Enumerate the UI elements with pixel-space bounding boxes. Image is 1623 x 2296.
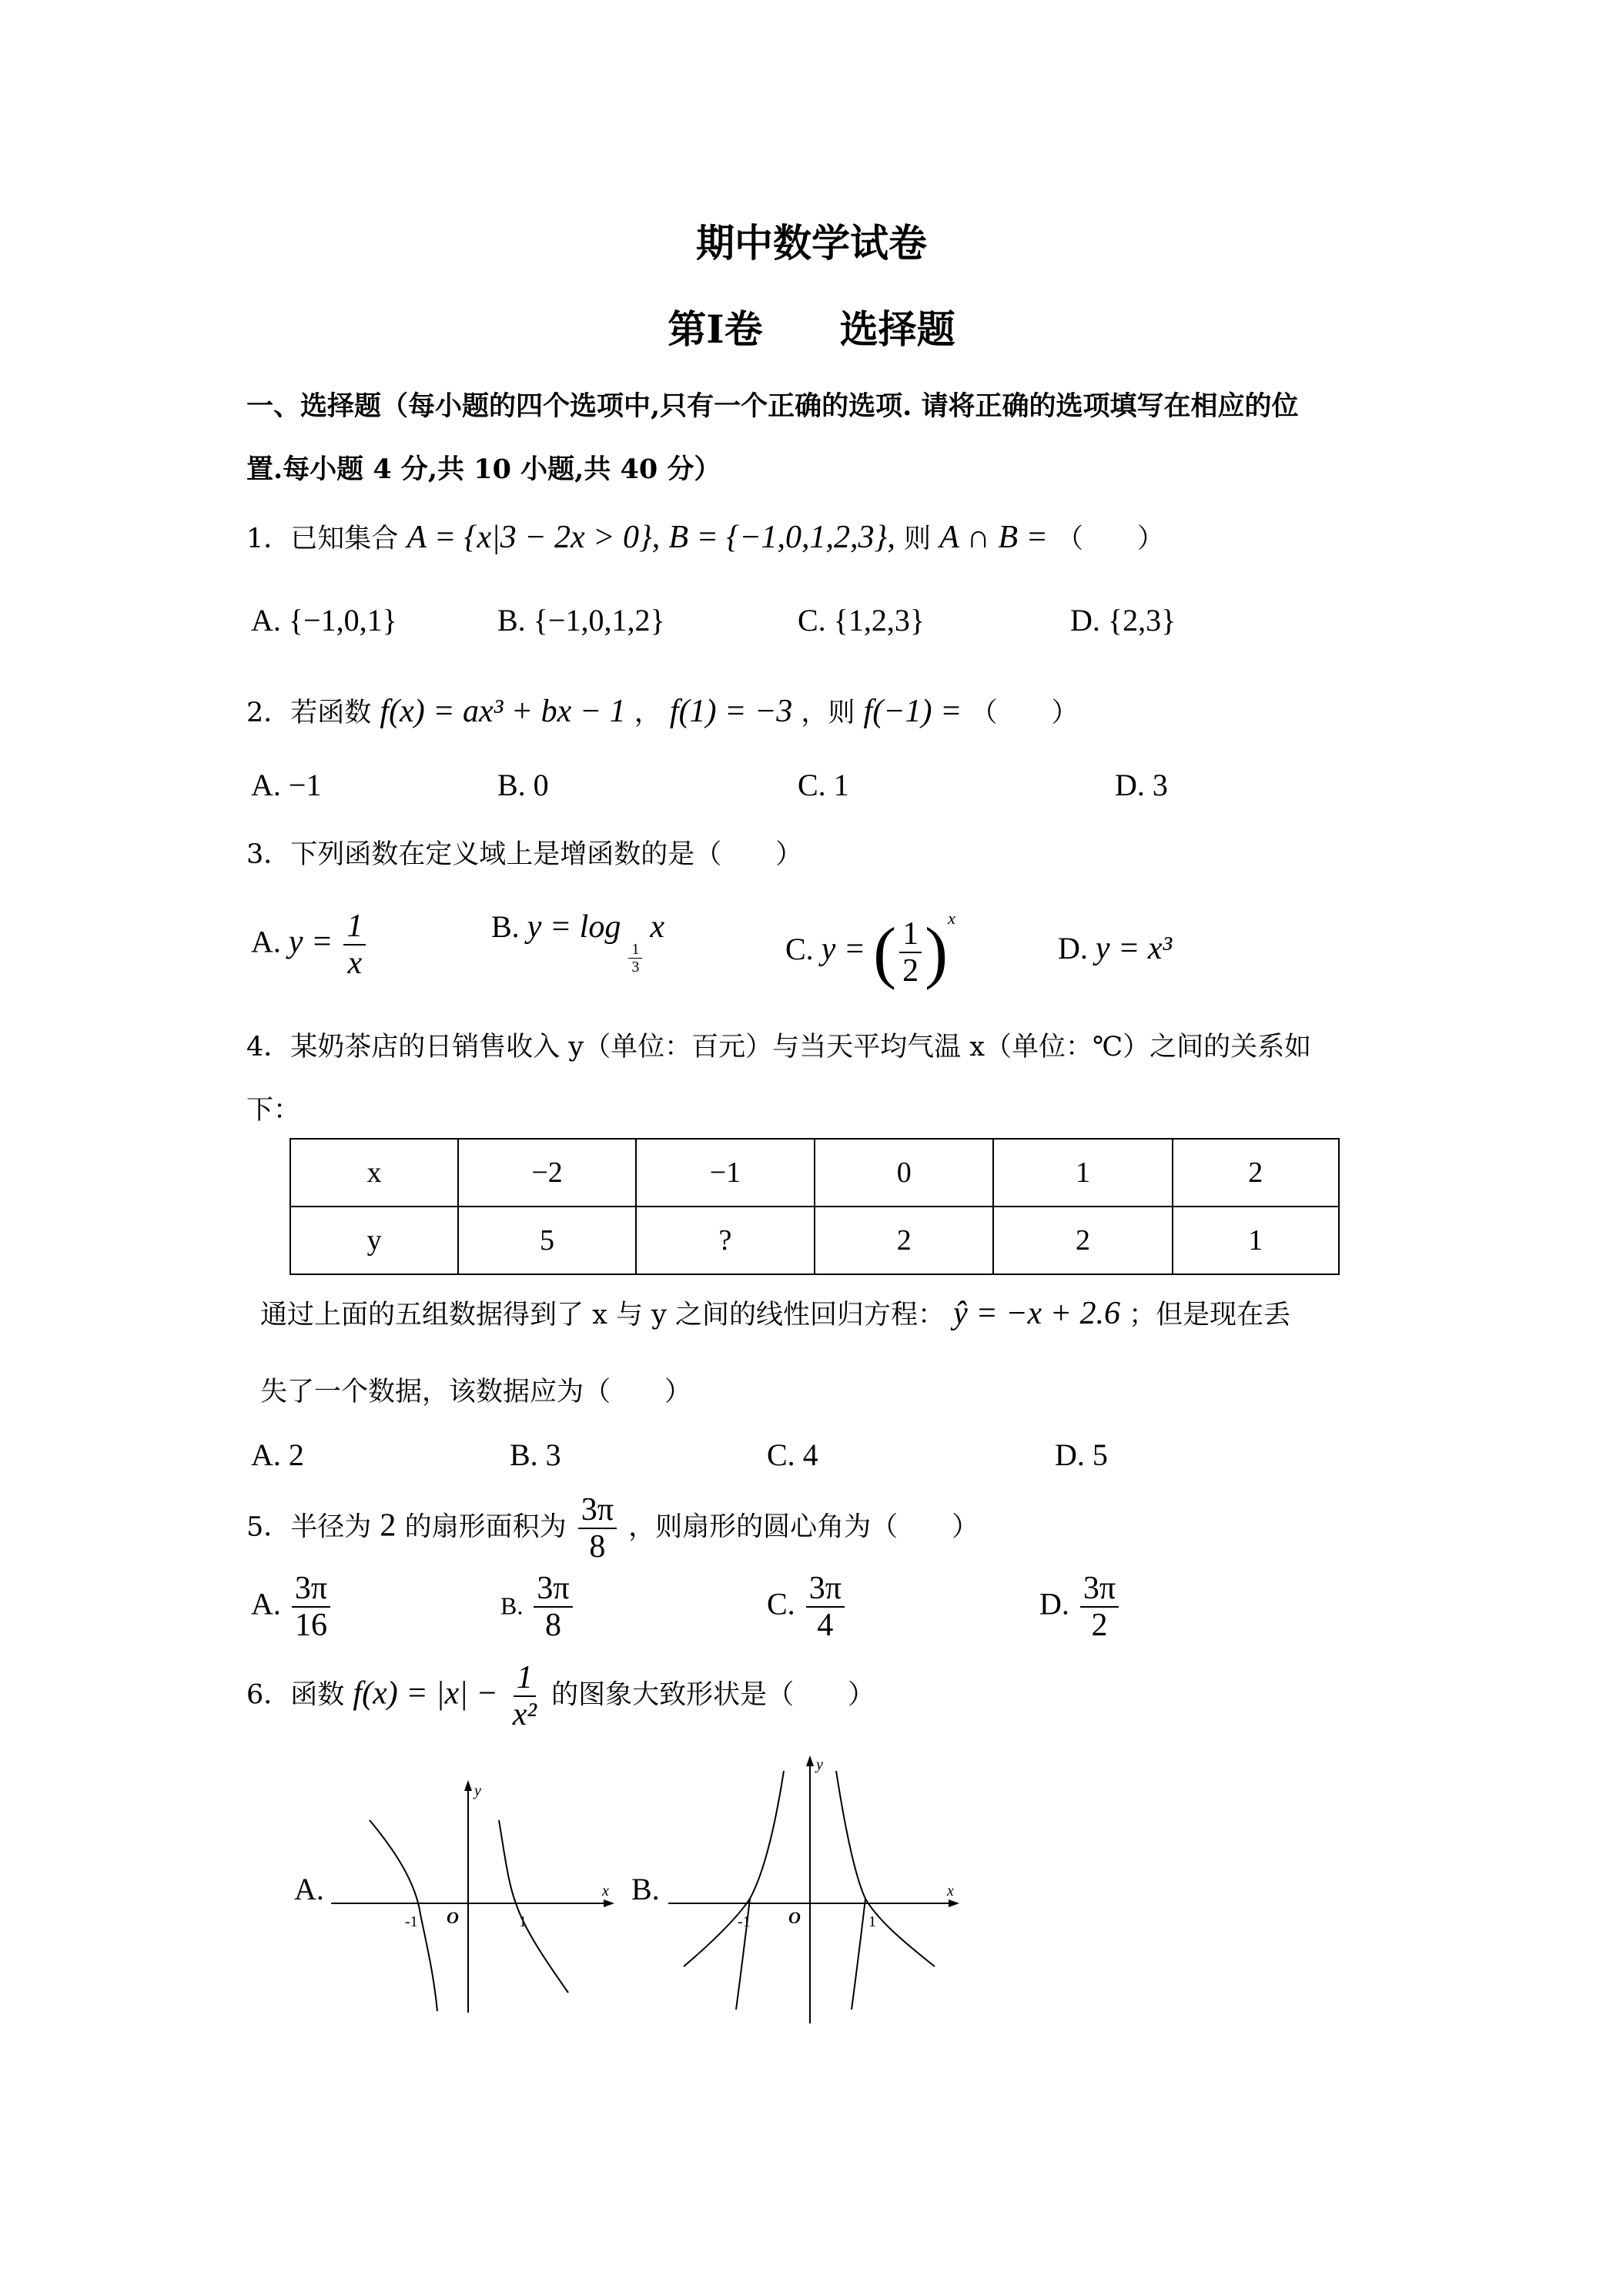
q2-sep1: ， (634, 698, 661, 728)
q4-option-b: B. 3 (510, 1438, 561, 1472)
q1-set-a: A = {x|3 − 2x > 0}, (407, 520, 661, 555)
origin-label: O (447, 1908, 459, 1927)
q1-expression: A ∩ B = (939, 520, 1048, 555)
q2-function: f(x) = ax³ + bx − 1 (380, 694, 626, 729)
q1-set-b: B = {−1,0,1,2,3}, (668, 520, 895, 555)
x-axis-label: x (602, 1883, 609, 1899)
q1-then: 则 (903, 524, 931, 554)
q2-option-a: A. −1 (251, 768, 322, 802)
q5-option-a: A. $\frac{3\pi}{16}$ (251, 1571, 333, 1643)
y-axis-label: y (816, 1756, 823, 1773)
q6-graph-b (661, 1748, 969, 2027)
tick-neg-label: -1 (738, 1913, 751, 1930)
q4-option-d: D. 5 (1055, 1438, 1108, 1472)
section-heading-line1: 一、选择题（每小题的四个选项中,只有一个正确的选项. 请将正确的选项填写在相应的位 (246, 390, 1299, 422)
curve-left (370, 1820, 437, 2011)
q5-option-d: D. $\frac{3\pi}{2}$ (1039, 1571, 1122, 1643)
page-title: 期中数学试卷 (696, 220, 927, 266)
section-heading-line2: 置.每小题 4 分,共 10 小题,共 40 分） (246, 454, 721, 485)
q1-number: 1．已知集合 (246, 524, 399, 554)
q2-paren: （ ） (970, 698, 1079, 728)
q4-regression-equation: ŷ = −x + 2.6 (953, 1296, 1120, 1331)
x-axis-label: x (947, 1883, 954, 1899)
q4-data-table (289, 1138, 1340, 1275)
x-axis-arrow-icon (949, 1899, 959, 1907)
q4-option-a: A. 2 (251, 1438, 304, 1472)
q3-option-d: D. y = x³ (1058, 931, 1173, 966)
question-6: 6．函数 f(x) = |x| − $\frac{1}{\text{x²}}$ 的图象大致形状是（ ） (246, 1660, 875, 1733)
x-axis-arrow-icon (604, 1899, 614, 1907)
q2-ask: f(−1) = (863, 694, 962, 729)
q4-option-c: C. 4 (767, 1438, 818, 1472)
y-axis-arrow-icon (464, 1780, 472, 1791)
table-row: y 5 ? 2 2 1 (290, 1207, 1339, 1274)
question-4-line1: 4．某奶茶店的日销售收入 y（单位：百元）与当天平均气温 x（单位：℃）之间的关系如 (246, 1032, 1312, 1063)
origin-label: O (788, 1908, 801, 1927)
question-1 (246, 517, 1164, 556)
q2-condition: f(1) = −3 (669, 694, 793, 729)
curve-right-lower (852, 1899, 865, 2010)
q1-paren: （ ） (1056, 524, 1165, 554)
q2-option-c: C. 1 (798, 768, 849, 802)
q2-option-b: B. 0 (497, 768, 549, 802)
q1-option-c: C. {1,2,3} (798, 603, 925, 638)
q6-graph-a-label: A. (294, 1872, 324, 1906)
q3-option-b: B. y = log $\frac{1}{3}$ x (491, 909, 664, 976)
y-axis-arrow-icon (806, 1755, 814, 1766)
q1-option-a: A. {−1,0,1} (251, 603, 397, 638)
question-4-line2: 下： (246, 1095, 301, 1126)
tick-neg-label: -1 (405, 1913, 418, 1930)
curve-right (836, 1771, 935, 1966)
q5-option-b: B. $\frac{3\pi}{8}$ (500, 1571, 576, 1643)
curve-left (684, 1771, 784, 1966)
question-3: 3．下列函数在定义域上是增函数的是（ ） (246, 839, 803, 870)
tick-pos-label: 1 (868, 1913, 876, 1930)
q2-number: 2．若函数 (246, 698, 372, 728)
q6-graph-b-label: B. (631, 1872, 660, 1906)
q3-option-c: C. y = ( $\frac{1}{2}$ )$^x$ (785, 909, 955, 991)
question-5: 5．半径为 2 的扇形面积为 $\frac{3\pi}{8}$ ，则扇形的圆心角为（ ） (246, 1492, 979, 1565)
q5-option-c: C. $\frac{3\pi}{4}$ (767, 1571, 848, 1643)
q3-option-a: A. y = $\frac{1}{x}$ (251, 909, 369, 981)
q6-graph-a (323, 1768, 631, 2016)
q1-option-b: B. {−1,0,1,2} (497, 603, 665, 638)
y-axis-label: y (474, 1782, 481, 1799)
q4-after-line1: 通过上面的五组数据得到了 x 与 y 之间的线性回归方程： ŷ = −x + 2.6 ；但是现在丢 (260, 1296, 1291, 1331)
q5-radius: 2 (380, 1508, 397, 1544)
q4-after-line2: 失了一个数据，该数据应为（ ） (260, 1377, 692, 1407)
section-title: 第Ⅰ卷 选择题 (668, 306, 955, 352)
question-2 (246, 691, 1079, 730)
tick-pos-label: 1 (519, 1913, 527, 1930)
curve-right (499, 1820, 568, 1993)
table-row: x −2 −1 0 1 2 (290, 1139, 1339, 1207)
q1-option-d: D. {2,3} (1070, 603, 1176, 638)
q2-sep2: ，则 (801, 698, 855, 728)
q2-option-d: D. 3 (1115, 768, 1168, 802)
